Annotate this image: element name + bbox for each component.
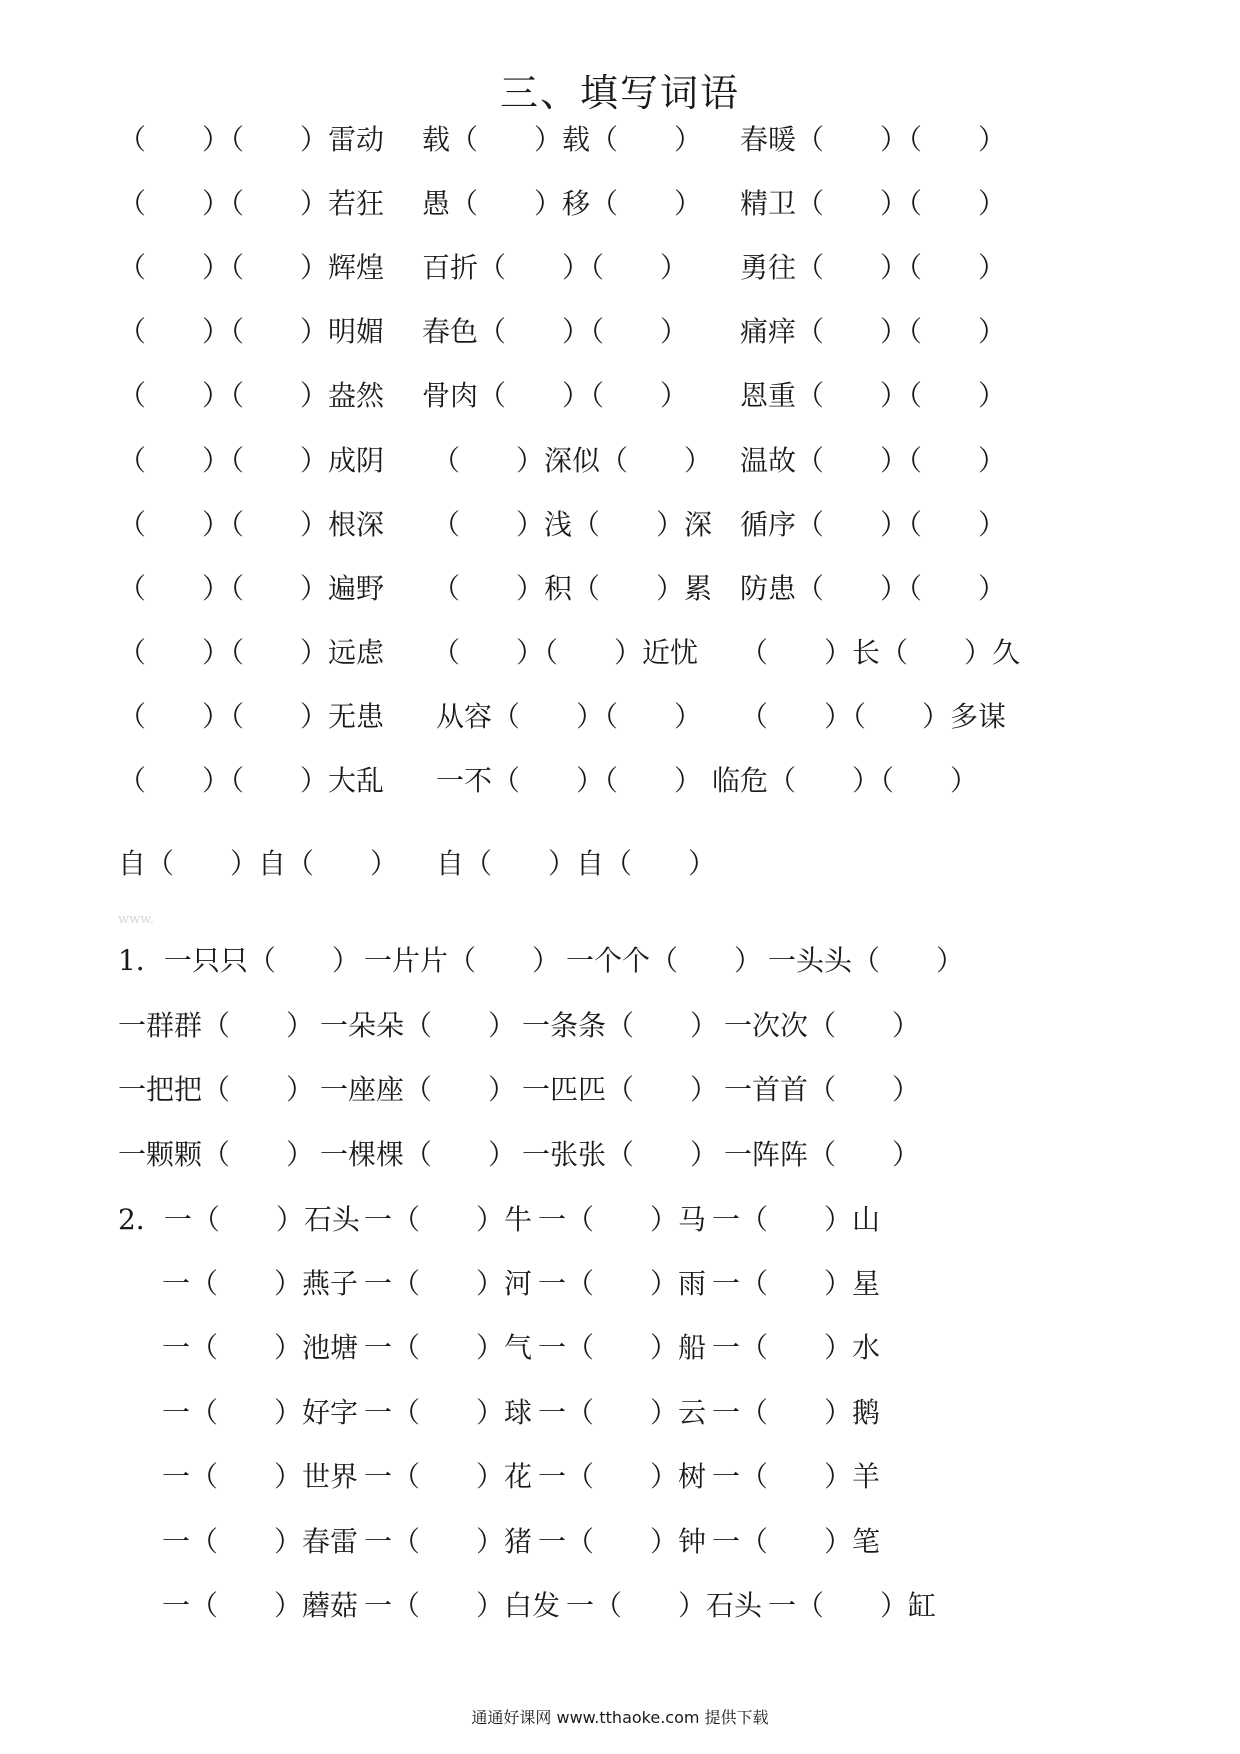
measure-item: 一群群（ ）	[118, 1009, 315, 1042]
fill-item: 一（ ）钟	[538, 1525, 707, 1558]
fill-item: 一（ ）世界	[162, 1460, 359, 1493]
zi-item: 自（ ）自（ ）	[118, 847, 399, 880]
fill-item: 一（ ）气	[364, 1331, 533, 1364]
fill-item: 一（ ）白发	[364, 1589, 561, 1622]
idiom-item: 春色（ ）（ ）	[422, 315, 689, 348]
idiom-item: （ ）（ ）明媚	[118, 315, 385, 348]
zi-item: 自（ ）自（ ）	[436, 847, 717, 880]
fill-item: 一（ ）花	[364, 1460, 533, 1493]
fill-item: 一（ ）燕子	[162, 1267, 359, 1300]
measure-item: 一座座（ ）	[320, 1073, 517, 1106]
measure-item: 一张张（ ）	[522, 1138, 719, 1171]
idiom-item: 勇往（ ）（ ）	[740, 251, 1007, 284]
idiom-item: 恩重（ ）（ ）	[740, 379, 1007, 412]
measure-item: 一片片（ ）	[364, 944, 561, 977]
measure-item: 1．一只只（ ）	[118, 944, 360, 977]
footer-credit: 通通好课网 www.tthaoke.com 提供下载	[471, 1708, 769, 1727]
idiom-item: 循序（ ）（ ）	[740, 508, 1007, 541]
page-title: 三、填写词语	[499, 71, 740, 115]
idiom-item: （ ）（ ）若狂	[118, 187, 385, 220]
idiom-item: 百折（ ）（ ）	[422, 251, 689, 284]
idiom-item: 防患（ ）（ ）	[740, 572, 1007, 605]
idiom-item: （ ）长（ ）久	[740, 636, 1021, 669]
idiom-item: 痛痒（ ）（ ）	[740, 315, 1007, 348]
fill-item: 一（ ）鹅	[712, 1396, 881, 1429]
idiom-item: （ ）积（ ）累	[432, 572, 713, 605]
idiom-item: （ ）（ ）远虑	[118, 636, 385, 669]
fill-item: 一（ ）猪	[364, 1525, 533, 1558]
idiom-item: （ ）（ ）根深	[118, 508, 385, 541]
measure-item: 一首首（ ）	[724, 1073, 921, 1106]
fill-item: 一（ ）春雷	[162, 1525, 359, 1558]
idiom-item: （ ）（ ）辉煌	[118, 251, 385, 284]
measure-item: 一匹匹（ ）	[522, 1073, 719, 1106]
measure-item: 一条条（ ）	[522, 1009, 719, 1042]
fill-item: 一（ ）星	[712, 1267, 881, 1300]
fill-item: 一（ ）羊	[712, 1460, 881, 1493]
idiom-item: （ ）浅（ ）深	[432, 508, 713, 541]
measure-item: 一颗颗（ ）	[118, 1138, 315, 1171]
fill-item: 一（ ）树	[538, 1460, 707, 1493]
fill-item: 一（ ）缸	[768, 1589, 937, 1622]
measure-item: 一棵棵（ ）	[320, 1138, 517, 1171]
fill-item: 一（ ）雨	[538, 1267, 707, 1300]
idiom-item: 温故（ ）（ ）	[740, 444, 1007, 477]
fill-item: 一（ ）船	[538, 1331, 707, 1364]
measure-item: 一阵阵（ ）	[724, 1138, 921, 1171]
idiom-item: 载（ ）载（ ）	[422, 123, 703, 156]
fill-item: 一（ ）好字	[162, 1396, 359, 1429]
idiom-item: 骨肉（ ）（ ）	[422, 379, 689, 412]
fill-item: 一（ ）石头	[566, 1589, 763, 1622]
fill-item: 一（ ）云	[538, 1396, 707, 1429]
measure-item: 一次次（ ）	[724, 1009, 921, 1042]
fill-item: 一（ ）蘑菇	[162, 1589, 359, 1622]
idiom-item: （ ）（ ）成阴	[118, 444, 385, 477]
watermark: www.	[118, 912, 154, 927]
fill-item: 一（ ）牛	[364, 1203, 533, 1236]
fill-item: 一（ ）马	[538, 1203, 707, 1236]
idiom-item: （ ）（ ）无患	[118, 700, 385, 733]
idiom-item: 一不（ ）（ ）	[436, 764, 703, 797]
fill-item: 一（ ）水	[712, 1331, 881, 1364]
measure-item: 一头头（ ）	[768, 944, 965, 977]
idiom-item: 从容（ ）（ ）	[436, 700, 703, 733]
idiom-item: 临危（ ）（ ）	[712, 764, 979, 797]
fill-item: 一（ ）球	[364, 1396, 533, 1429]
fill-item: 一（ ）池塘	[162, 1331, 359, 1364]
measure-item: 一把把（ ）	[118, 1073, 315, 1106]
idiom-item: （ ）（ ）大乱	[118, 764, 385, 797]
fill-item: 2．一（ ）石头	[118, 1203, 360, 1236]
fill-item: 一（ ）河	[364, 1267, 533, 1300]
idiom-item: 精卫（ ）（ ）	[740, 187, 1007, 220]
idiom-item: （ ）（ ）多谋	[740, 700, 1007, 733]
idiom-item: 愚（ ）移（ ）	[422, 187, 703, 220]
fill-item: 一（ ）山	[712, 1203, 881, 1236]
idiom-item: （ ）（ ）近忧	[432, 636, 699, 669]
idiom-item: （ ）（ ）遍野	[118, 572, 385, 605]
fill-item: 一（ ）笔	[712, 1525, 881, 1558]
measure-item: 一个个（ ）	[566, 944, 763, 977]
measure-item: 一朵朵（ ）	[320, 1009, 517, 1042]
idiom-item: （ ）（ ）雷动	[118, 123, 385, 156]
idiom-item: （ ）（ ）盎然	[118, 379, 385, 412]
idiom-item: （ ）深似（ ）	[432, 444, 713, 477]
idiom-item: 春暖（ ）（ ）	[740, 123, 1007, 156]
